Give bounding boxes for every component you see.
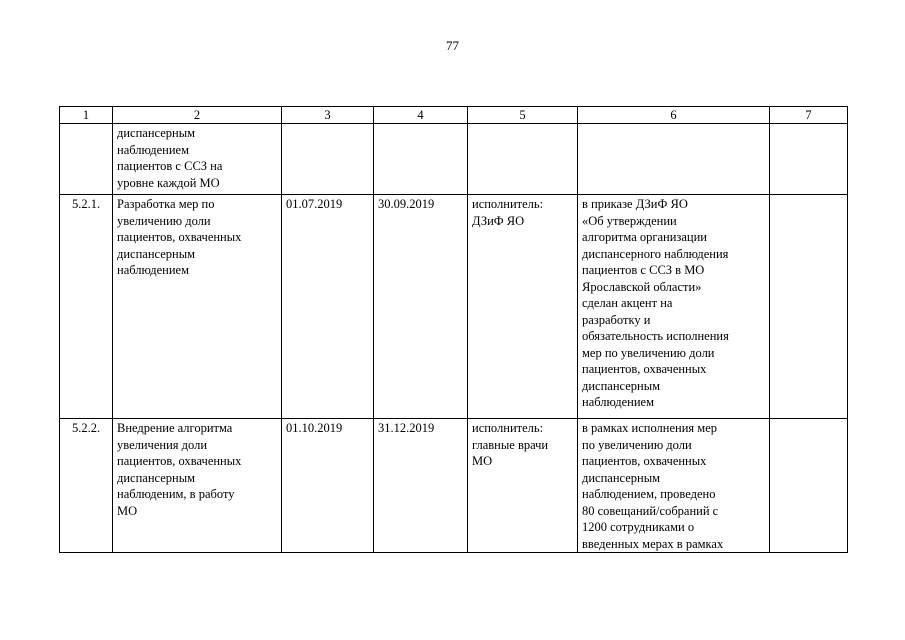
item-number-cell: 5.2.1. xyxy=(60,195,113,419)
column-header: 2 xyxy=(113,107,282,124)
executor-cell xyxy=(468,124,578,195)
column-header: 5 xyxy=(468,107,578,124)
column-header: 7 xyxy=(770,107,848,124)
description-cell: Внедрение алгоритма увеличения доли пациентов, охваченных диспансерным наблюденим, в работу МО xyxy=(113,419,282,553)
column-header: 3 xyxy=(282,107,374,124)
item-number-cell: 5.2.2. xyxy=(60,419,113,553)
column-header: 6 xyxy=(578,107,770,124)
description-cell: Разработка мер по увеличению доли пациентов, охваченных диспансерным наблюдением xyxy=(113,195,282,419)
column-header: 4 xyxy=(374,107,468,124)
table-row xyxy=(60,195,848,419)
table-header-row xyxy=(60,107,848,124)
column-header: 1 xyxy=(60,107,113,124)
item-number-cell xyxy=(60,124,113,195)
plan-table xyxy=(59,106,848,553)
start-date-cell xyxy=(282,124,374,195)
end-date-cell xyxy=(374,124,468,195)
end-date-cell: 31.12.2019 xyxy=(374,419,468,553)
executor-cell: исполнитель: ДЗиФ ЯО xyxy=(468,195,578,419)
table-row xyxy=(60,124,848,195)
start-date-cell: 01.10.2019 xyxy=(282,419,374,553)
start-date-cell: 01.07.2019 xyxy=(282,195,374,419)
note-cell xyxy=(770,419,848,553)
note-cell xyxy=(770,195,848,419)
result-cell xyxy=(578,124,770,195)
result-cell: в рамках исполнения мер по увеличению доли пациентов, охваченных диспансерным наблюдением, проведено 80 совещаний/собраний с 1200 сотрудниками о введенных мерах в рамках xyxy=(578,419,770,553)
executor-cell: исполнитель: главные врачи МО xyxy=(468,419,578,553)
end-date-cell: 30.09.2019 xyxy=(374,195,468,419)
description-cell: диспансерным наблюдением пациентов с ССЗ на уровне каждой МО xyxy=(113,124,282,195)
note-cell xyxy=(770,124,848,195)
table-row xyxy=(60,419,848,553)
result-cell: в приказе ДЗиФ ЯО «Об утверждении алгоритма организации диспансерного наблюдения пациентов с ССЗ в МО Ярославской области» сделан акцент на разработку и обязательность исполнения мер по увеличению доли пациентов, охваченных диспансерным наблюдением xyxy=(578,195,770,419)
page-number: 77 xyxy=(446,38,459,53)
